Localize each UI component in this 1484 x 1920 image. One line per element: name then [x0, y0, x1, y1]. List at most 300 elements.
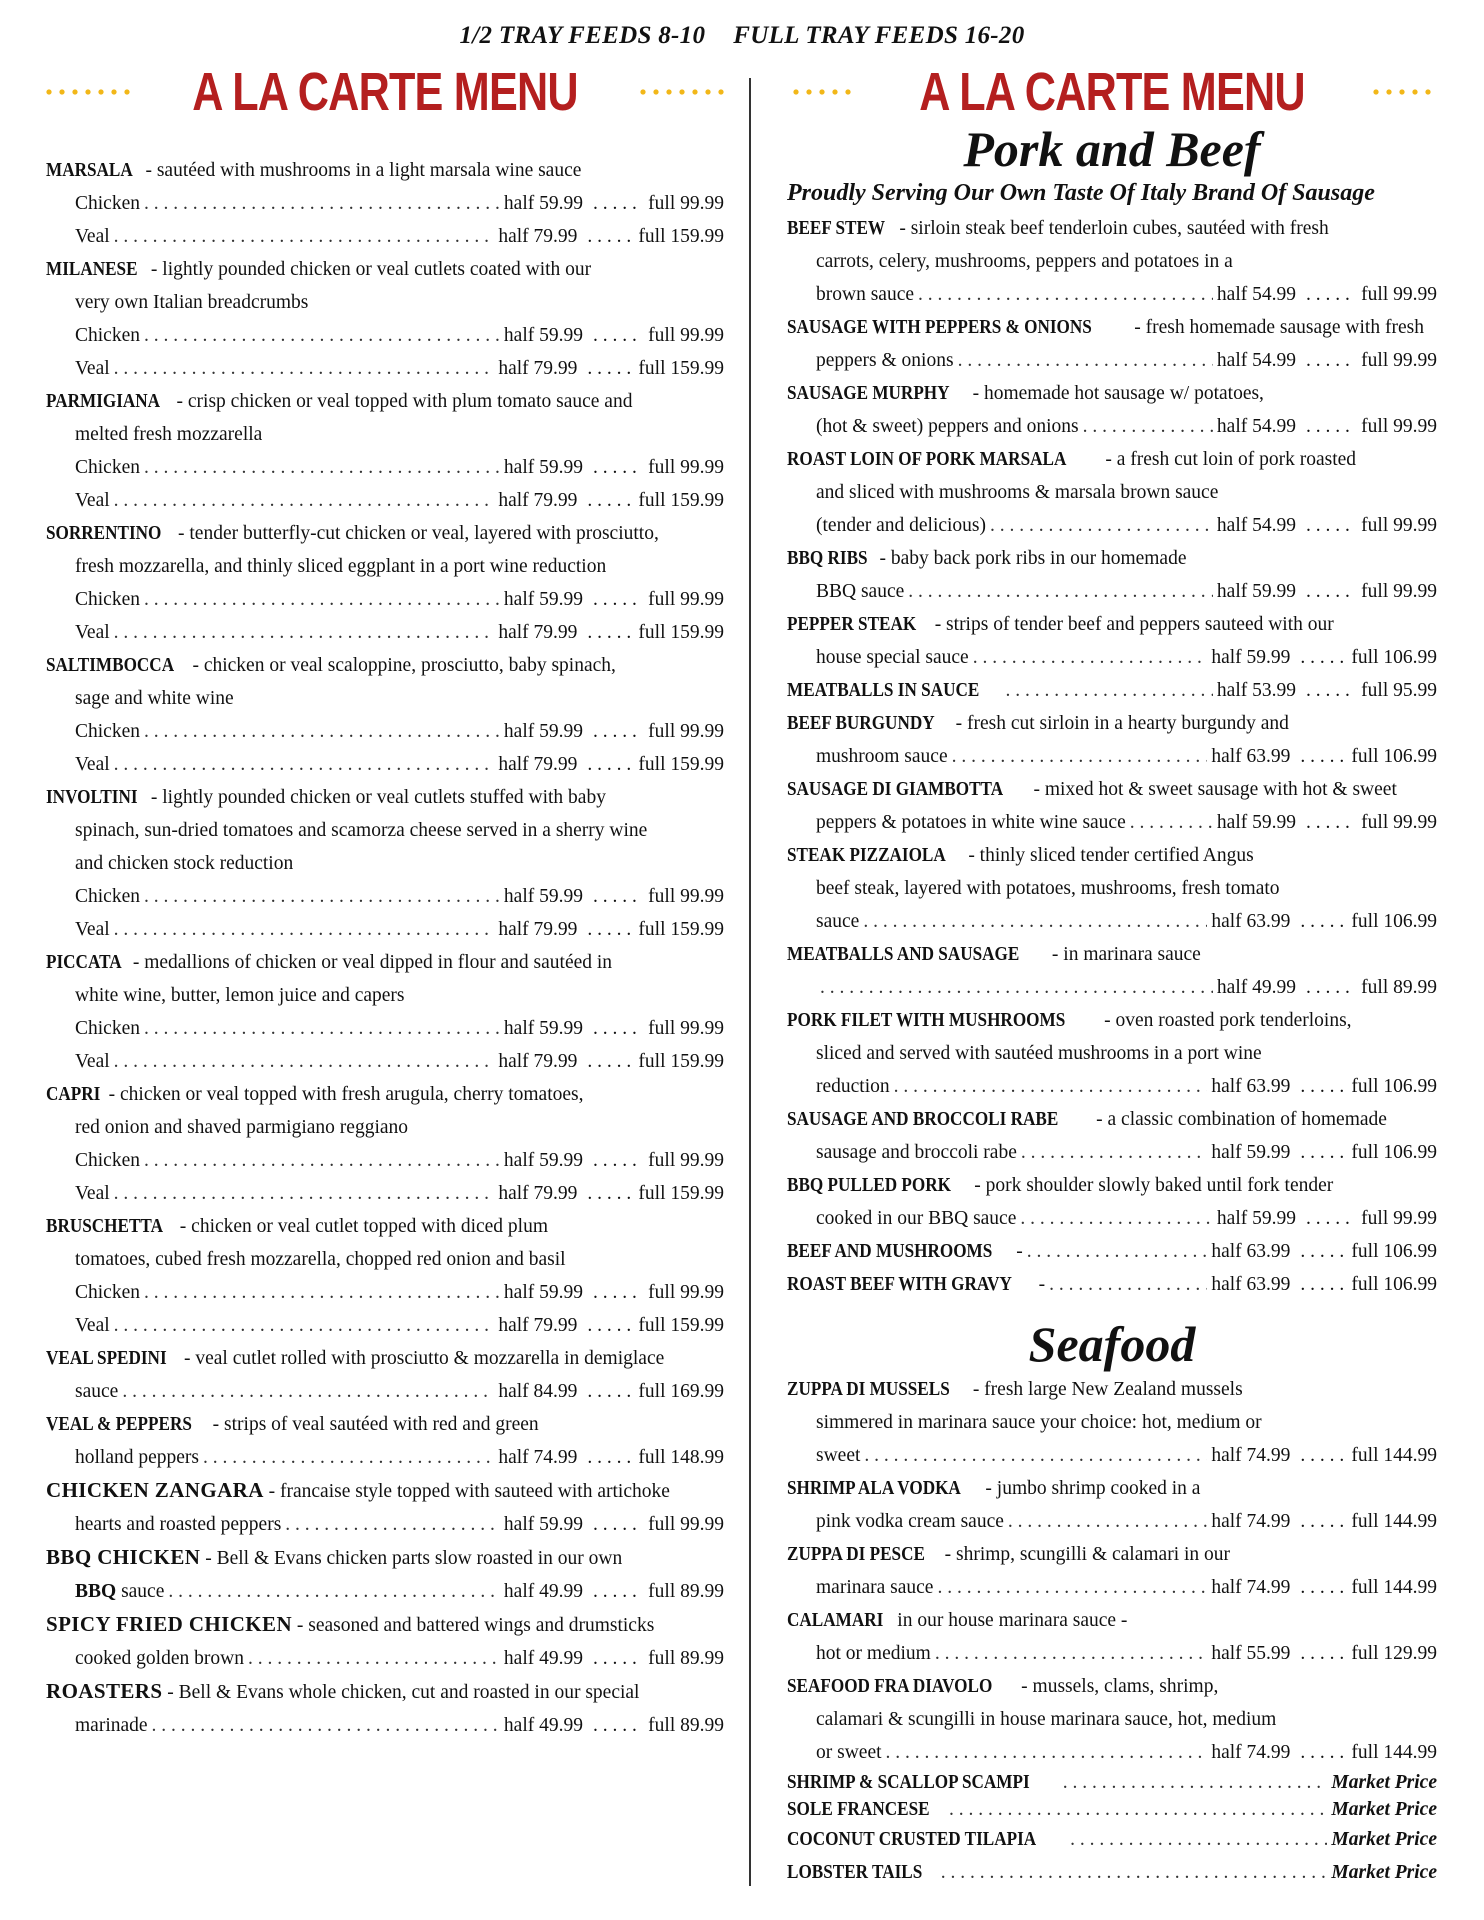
dot-leader [593, 1144, 641, 1177]
description-text: - lightly pounded chicken or veal cutlets stuffed with baby [146, 787, 606, 808]
full-tray-price: full 159.99 [638, 490, 724, 511]
dot-leader [587, 748, 635, 781]
description-line: red onion and shaved parmigiano reggiano [75, 1117, 409, 1138]
item-name: PEPPER STEAK [787, 614, 917, 635]
price-row [46, 1375, 724, 1408]
dot-leader [593, 583, 641, 616]
half-tray-price: half 54.99 [1216, 284, 1296, 305]
item-description [787, 773, 1437, 806]
item-name: SHRIMP & SCALLOP SCAMPI [787, 1772, 1030, 1793]
description-line: simmered in marinara sauce your choice: hot, medium or [816, 1412, 1262, 1433]
dot-leader [114, 913, 495, 946]
menu-item [787, 1169, 1437, 1235]
full-tray-price: full 159.99 [638, 622, 724, 643]
half-tray-price: half 59.99 [503, 589, 583, 610]
description-text: - chicken or veal cutlet topped with diced plum [174, 1216, 549, 1237]
item-description [46, 253, 724, 286]
seafood-heading: Seafood [1028, 1316, 1196, 1372]
item-name: PORK FILET WITH MUSHROOMS [787, 1010, 1066, 1031]
item-description [46, 154, 724, 187]
full-tray-price: full 106.99 [1351, 1241, 1437, 1262]
dot-leader [144, 1012, 500, 1045]
dot-leader [1306, 674, 1354, 707]
decorative-dots [640, 89, 724, 95]
half-tray-price: half 74.99 [1211, 1511, 1291, 1532]
portion-label: Veal [75, 1051, 110, 1072]
item-name: BBQ PULLED PORK [787, 1175, 951, 1196]
dot-leader [144, 1276, 500, 1309]
item-description [787, 443, 1437, 476]
menu-item [46, 385, 724, 517]
menu-item [46, 1408, 724, 1474]
portion-label: sweet [816, 1445, 861, 1466]
half-tray-price: half 63.99 [1211, 911, 1291, 932]
portion-label: Chicken [75, 193, 140, 214]
decorative-dots [46, 89, 130, 95]
dot-leader [1306, 575, 1354, 608]
menu-item [46, 1474, 724, 1541]
market-price: Market Price [1331, 1829, 1437, 1850]
dot-leader [587, 913, 635, 946]
dot-leader [990, 509, 1213, 542]
dot-leader [593, 319, 641, 352]
description-text: - crisp chicken or veal topped with plum tomato sauce and [171, 391, 633, 412]
description-line: and sliced with mushrooms & marsala brown sauce [816, 482, 1219, 503]
item-description [787, 1538, 1437, 1571]
item-description [46, 1541, 724, 1575]
item-description [787, 707, 1437, 740]
full-tray-price: full 144.99 [1351, 1577, 1437, 1598]
menu-item [787, 1004, 1437, 1103]
half-tray-price: half 79.99 [498, 490, 578, 511]
half-tray-price: half 63.99 [1211, 1076, 1291, 1097]
portion-label: (hot & sweet) peppers and onions [816, 416, 1079, 437]
item-name: MEATBALLS AND SAUSAGE [787, 944, 1020, 965]
full-tray-price: full 99.99 [1361, 812, 1437, 833]
price-row [46, 748, 724, 781]
price-row [787, 905, 1437, 938]
item-name: LOBSTER TAILS [787, 1862, 923, 1883]
right-menu-title: A LA CARTE MENU [787, 62, 1437, 122]
half-tray-price: half 79.99 [498, 919, 578, 940]
full-tray-price: full 99.99 [648, 886, 724, 907]
price-row [46, 1508, 724, 1541]
description-line: calamari & scungilli in house marinara sauce, hot, medium [816, 1709, 1277, 1730]
dot-leader [1300, 905, 1348, 938]
full-tray-price: full 99.99 [648, 721, 724, 742]
full-tray-price: full 144.99 [1351, 1511, 1437, 1532]
market-item [787, 1769, 1437, 1796]
menu-item [46, 649, 724, 781]
half-tray-price: half 84.99 [498, 1381, 578, 1402]
menu-item [46, 1608, 724, 1675]
market-price: Market Price [1331, 1772, 1437, 1793]
description-line: sliced and served with sautéed mushrooms in a port wine [816, 1043, 1262, 1064]
portion-label: Chicken [75, 721, 140, 742]
price-row [787, 1736, 1437, 1769]
item-name: STEAK PIZZAIOLA [787, 845, 946, 866]
menu-item [787, 1373, 1437, 1472]
menu-item [787, 1472, 1437, 1538]
description-text: - francaise style topped with sauteed with artichoke [263, 1481, 670, 1502]
half-tray-price: half 59.99 [503, 1018, 583, 1039]
dot-leader [908, 575, 1213, 608]
full-tray-price: full 159.99 [638, 1051, 724, 1072]
item-name: CHICKEN ZANGARA [46, 1478, 264, 1502]
full-tray-price: full 89.99 [648, 1715, 724, 1736]
dot-leader [1130, 806, 1213, 839]
menu-item [787, 1604, 1437, 1670]
full-tray-price: full 99.99 [648, 325, 724, 346]
description-line: and chicken stock reduction [75, 853, 294, 874]
description-text: - fresh homemade sausage with fresh [1129, 317, 1424, 338]
price-row [787, 1202, 1437, 1235]
item-name: ROASTERS [46, 1679, 163, 1703]
description-text: - a classic combination of homemade [1091, 1109, 1387, 1130]
price-row [46, 880, 724, 913]
half-tray-price: half 74.99 [1211, 1445, 1291, 1466]
dot-leader [1306, 278, 1354, 311]
dot-leader [587, 1375, 635, 1408]
description-text: - a fresh cut loin of pork roasted [1100, 449, 1357, 470]
item-description [787, 311, 1437, 344]
half-tray-price: half 63.99 [1211, 1274, 1291, 1295]
portion-label: Chicken [75, 457, 140, 478]
description-line: carrots, celery, mushrooms, peppers and potatoes in a [816, 251, 1233, 272]
dot-leader [1049, 1268, 1207, 1301]
price-row [46, 1045, 724, 1078]
half-tray-price: half 49.99 [503, 1648, 583, 1669]
description-line: fresh mozzarella, and thinly sliced eggplant in a port wine reduction [75, 556, 607, 577]
dot-leader [1020, 1202, 1213, 1235]
item-name: INVOLTINI [46, 787, 138, 808]
price-row [787, 1505, 1437, 1538]
half-tray-price: half 79.99 [498, 622, 578, 643]
market-price: Market Price [1331, 1799, 1437, 1820]
portion-label: holland peppers [75, 1447, 200, 1468]
description-text: - thinly sliced tender certified Angus [963, 845, 1254, 866]
dot-leader [1006, 674, 1213, 707]
item-name: BEEF AND MUSHROOMS [787, 1241, 993, 1262]
portion-label: house special sauce [816, 647, 969, 668]
portion-label: Veal [75, 622, 110, 643]
menu-item [46, 253, 724, 385]
half-tray-price: half 63.99 [1211, 1241, 1291, 1262]
price-row [46, 220, 724, 253]
dot-leader [886, 1736, 1208, 1769]
dot-leader [122, 1375, 494, 1408]
half-tray-price: half 59.99 [503, 325, 583, 346]
dot-leader [587, 220, 635, 253]
item-name: SAUSAGE WITH PEPPERS & ONIONS [787, 317, 1092, 338]
portion-label: cooked golden brown [75, 1648, 244, 1669]
dot-leader [593, 715, 641, 748]
menu-item [787, 1268, 1437, 1301]
menu-item [787, 1538, 1437, 1604]
item-description [787, 1004, 1437, 1037]
dot-leader [1300, 1637, 1348, 1670]
half-tray-price: half 54.99 [1216, 416, 1296, 437]
item-name: BBQ RIBS [787, 548, 868, 569]
full-tray-price: full 99.99 [1361, 416, 1437, 437]
description-text: - chicken or veal scaloppine, prosciutto, baby spinach, [187, 655, 616, 676]
item-name: VEAL SPEDINI [46, 1348, 167, 1369]
dot-leader [587, 1309, 635, 1342]
full-tray-price: full 159.99 [638, 226, 724, 247]
dot-leader [820, 971, 1213, 1004]
portion-label: Veal [75, 490, 110, 511]
dot-leader [941, 1856, 1328, 1889]
dot-leader [1306, 1202, 1354, 1235]
market-price-list [787, 1769, 1437, 1889]
half-tray-price: half 79.99 [498, 1315, 578, 1336]
portion-label: hearts and roasted peppers [75, 1514, 282, 1535]
price-row [46, 616, 724, 649]
dot-leader [144, 451, 500, 484]
portion-label: sauce [816, 911, 860, 932]
dot-leader [1300, 641, 1348, 674]
description-line: beef steak, layered with potatoes, mushrooms, fresh tomato [816, 878, 1280, 899]
item-description [787, 608, 1437, 641]
description-line: very own Italian breadcrumbs [75, 292, 309, 313]
dot-leader [114, 616, 495, 649]
item-description [787, 542, 1437, 575]
half-tray-price: half 59.99 [503, 1150, 583, 1171]
menu-item [787, 938, 1437, 1004]
item-description [787, 1472, 1437, 1505]
item-name: BEEF STEW [787, 218, 886, 239]
full-tray-price: full 106.99 [1351, 647, 1437, 668]
item-description [787, 1373, 1437, 1406]
half-tray-price: half 53.99 [1216, 680, 1296, 701]
portion-label: Chicken [75, 325, 140, 346]
dot-leader [114, 1045, 495, 1078]
dot-leader [114, 1309, 495, 1342]
decorative-dots [1367, 89, 1437, 95]
dot-leader [1300, 1070, 1348, 1103]
full-tray-price: full 99.99 [648, 193, 724, 214]
dot-leader [587, 352, 635, 385]
item-description [787, 1670, 1437, 1703]
portion-label: BBQ sauce [816, 581, 905, 602]
portion-label: (tender and delicious) [816, 515, 987, 536]
portion-label: mushroom sauce [816, 746, 948, 767]
dot-leader [144, 319, 500, 352]
portion-label: Veal [75, 754, 110, 775]
price-row [787, 344, 1437, 377]
item-description [787, 1604, 1437, 1637]
half-tray-price: half 74.99 [1211, 1577, 1291, 1598]
price-row [46, 1575, 724, 1608]
half-tray-price: half 74.99 [498, 1447, 578, 1468]
price-row [46, 451, 724, 484]
description-text: - mussels, clams, shrimp, [1016, 1676, 1219, 1697]
decorative-dots [787, 89, 857, 95]
portion-label: peppers & onions [816, 350, 954, 371]
half-tray-price: half 59.99 [1216, 1208, 1296, 1229]
menu-item [787, 311, 1437, 377]
dot-leader [593, 1709, 641, 1742]
price-row [46, 1642, 724, 1675]
full-tray-price: full 89.99 [1361, 977, 1437, 998]
dot-leader [593, 1642, 641, 1675]
dot-leader [593, 451, 641, 484]
item-description [46, 385, 724, 418]
full-tray-price: full 99.99 [1361, 284, 1437, 305]
full-tray-price: full 106.99 [1351, 746, 1437, 767]
left-menu-title: A LA CARTE MENU [46, 62, 724, 122]
menu-item [787, 674, 1437, 707]
portion-label: Chicken [75, 589, 140, 610]
menu-item [787, 377, 1437, 443]
dot-leader [114, 352, 495, 385]
item-name: MEATBALLS IN SAUCE [787, 680, 980, 701]
full-tray-price: full 89.99 [648, 1581, 724, 1602]
full-tray-price: full 99.99 [1361, 1208, 1437, 1229]
portion-label: Chicken [75, 1018, 140, 1039]
price-row [787, 740, 1437, 773]
price-row [787, 1571, 1437, 1604]
item-name: BBQ CHICKEN [46, 1545, 201, 1569]
description-text: - oven roasted pork tenderloins, [1099, 1010, 1352, 1031]
dot-leader [144, 1144, 500, 1177]
description-text: - in marinara sauce [1047, 944, 1201, 965]
item-name: BEEF BURGUNDY [787, 713, 935, 734]
veal-chicken-list [46, 154, 724, 1742]
portion-label: Veal [75, 226, 110, 247]
dot-leader [593, 1276, 641, 1309]
item-name: CAPRI [46, 1084, 101, 1105]
item-name: SALTIMBOCCA [46, 655, 175, 676]
full-tray-price: full 144.99 [1351, 1742, 1437, 1763]
description-text: - homemade hot sausage w/ potatoes, [967, 383, 1264, 404]
description-text: - fresh cut sirloin in a hearty burgundy and [950, 713, 1289, 734]
dot-leader [168, 1575, 500, 1608]
item-description [787, 1169, 1437, 1202]
dot-leader [1300, 1736, 1348, 1769]
full-tray-price: full 159.99 [638, 1315, 724, 1336]
half-tray-price: half 49.99 [1216, 977, 1296, 998]
item-name: SAUSAGE MURPHY [787, 383, 950, 404]
tray-size-banner [0, 22, 1484, 50]
price-row [46, 1012, 724, 1045]
left-menu-column [46, 62, 724, 1742]
description-line: melted fresh mozzarella [75, 424, 263, 445]
price-row [787, 1268, 1437, 1301]
full-tray-price: full 89.99 [648, 1648, 724, 1669]
dot-leader [587, 484, 635, 517]
description-text: - shrimp, scungilli & calamari in our [939, 1544, 1231, 1565]
dot-leader [144, 715, 500, 748]
portion-label: reduction [816, 1076, 890, 1097]
dot-leader [937, 1571, 1207, 1604]
dot-leader [918, 278, 1213, 311]
item-description [46, 1608, 724, 1642]
item-description [787, 938, 1437, 971]
menu-item [46, 1210, 724, 1342]
full-tray-price: full 159.99 [638, 1183, 724, 1204]
dot-leader [1306, 806, 1354, 839]
portion-label: BBQ sauce [75, 1581, 165, 1602]
dot-leader [144, 583, 500, 616]
full-tray-price: full 106.99 [1351, 911, 1437, 932]
half-tray-price: half 49.99 [503, 1715, 583, 1736]
dot-leader [593, 1575, 641, 1608]
menu-item [787, 542, 1437, 608]
item-name: SEAFOOD FRA DIAVOLO [787, 1676, 993, 1697]
dot-leader [593, 1508, 641, 1541]
market-price: Market Price [1331, 1862, 1437, 1883]
half-tray-price: half 49.99 [503, 1581, 583, 1602]
portion-label: Veal [75, 1183, 110, 1204]
separator: - [1016, 1241, 1023, 1262]
item-name: ZUPPA DI MUSSELS [787, 1379, 950, 1400]
half-tray-price: half 79.99 [498, 1051, 578, 1072]
full-tray-price: full 99.99 [648, 1514, 724, 1535]
full-tray-price: full 99.99 [648, 457, 724, 478]
half-tray-price: half 59.99 [1216, 812, 1296, 833]
dot-leader [1300, 1136, 1348, 1169]
item-name: SORRENTINO [46, 523, 162, 544]
portion-label: Veal [75, 358, 110, 379]
menu-item [46, 1675, 724, 1742]
menu-item [787, 1235, 1437, 1268]
dot-leader [1063, 1769, 1328, 1796]
price-row [787, 509, 1437, 542]
full-tray-price: full 99.99 [648, 589, 724, 610]
half-tray-price: half 59.99 [1211, 1142, 1291, 1163]
description-text: - Bell & Evans chicken parts slow roasted in our own [200, 1548, 623, 1569]
item-name: SAUSAGE AND BROCCOLI RABE [787, 1109, 1059, 1130]
half-tray-price: half 79.99 [498, 358, 578, 379]
market-item [787, 1856, 1437, 1889]
half-tray-price: half 59.99 [1211, 647, 1291, 668]
price-row [46, 1276, 724, 1309]
item-description [46, 1078, 724, 1111]
item-description [787, 377, 1437, 410]
portion-label: Chicken [75, 1150, 140, 1171]
item-name: ROAST BEEF WITH GRAVY [787, 1274, 1012, 1295]
half-tray-price: half 59.99 [503, 193, 583, 214]
description-text: - fresh large New Zealand mussels [967, 1379, 1243, 1400]
menu-item [46, 1342, 724, 1408]
menu-item [787, 839, 1437, 938]
dot-leader [1306, 971, 1354, 1004]
item-description [787, 839, 1437, 872]
description-text: - veal cutlet rolled with prosciutto & mozzarella in demiglace [179, 1348, 665, 1369]
dot-leader [973, 641, 1208, 674]
price-row [787, 410, 1437, 443]
dot-leader [1300, 1439, 1348, 1472]
full-tray-price: full 99.99 [648, 1018, 724, 1039]
portion-label-bold: BBQ [75, 1581, 117, 1602]
half-tray-price: half 59.99 [503, 457, 583, 478]
dot-leader [1300, 1268, 1348, 1301]
dot-leader [1027, 1235, 1208, 1268]
description-text: - seasoned and battered wings and drumsticks [292, 1615, 655, 1636]
description-line: sage and white wine [75, 688, 234, 709]
dot-leader [593, 1012, 641, 1045]
dot-leader [1083, 410, 1213, 443]
full-tray-price: full 129.99 [1351, 1643, 1437, 1664]
description-text: - tender butterfly-cut chicken or veal, layered with prosciutto, [173, 523, 659, 544]
price-row [46, 913, 724, 946]
full-tray-price: full 99.99 [1361, 350, 1437, 371]
portion-label: sauce [75, 1381, 119, 1402]
full-tray-price: full 169.99 [638, 1381, 724, 1402]
item-description [46, 946, 724, 979]
description-text: - sirloin steak beef tenderloin cubes, sautéed with fresh [894, 218, 1329, 239]
